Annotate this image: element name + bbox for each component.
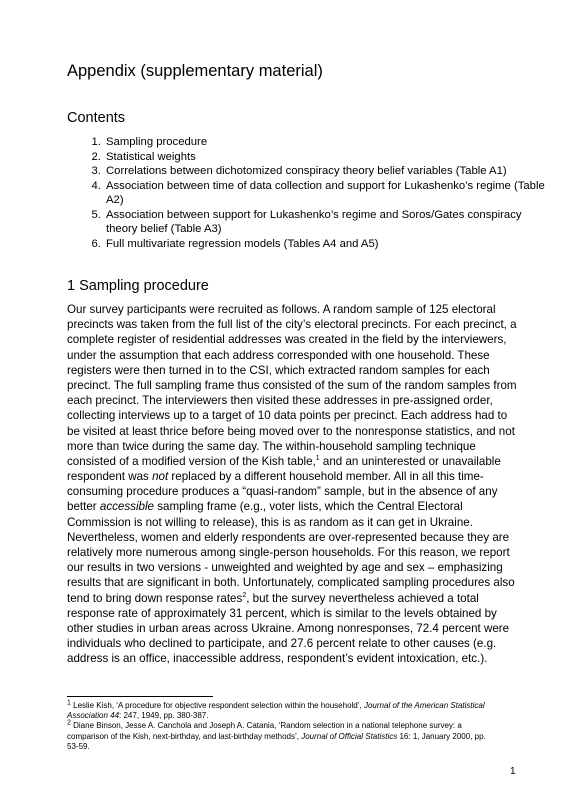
paragraph-line: address is an office, inaccessible address, respondent’s evident intoxication, etc.). xyxy=(67,652,488,666)
footnote-1: $^1$ Leslie Kish, ‘A procedure for objective respondent selection within the household’, Journal of the American Statistical xyxy=(67,699,485,710)
contents-heading: Contents xyxy=(67,110,126,126)
paragraph-line: better accessible sampling frame (e.g., voter lists, which the Central Electoral xyxy=(67,500,463,514)
paragraph-line: response rate of approximately 31 percent, which is similar to the levels obtained by xyxy=(67,606,497,620)
paragraph-line: our results in two versions - unweighted and weighted by age and sex – emphasizing xyxy=(67,561,503,575)
paragraph-line: consisted of a modified version of the Kish table,$^1$ and an uninterested or unavailable xyxy=(67,454,501,468)
paragraph-line: precinct. The full sampling frame thus consisted of the sum of the random samples from xyxy=(67,378,517,392)
footnote-ref-2[interactable]: 2 xyxy=(242,591,247,599)
footnote-ref-1[interactable]: 1 xyxy=(315,455,320,463)
paragraph-line: collecting interviews up to a target of 10 data points per precinct. Each address had to xyxy=(67,409,508,423)
emphasis-accessible: accessible xyxy=(99,500,155,514)
page-title: Appendix (supplementary material) xyxy=(67,62,323,80)
contents-item: 5. Association between support for Lukashenko’s regime and Soros/Gates conspiracy theory belief (Table A3) xyxy=(104,208,554,237)
paragraph-line: registers were then turned in to the CSI, which extracted random samples for each xyxy=(67,363,490,377)
section-heading: 1 Sampling procedure xyxy=(67,278,209,294)
contents-item: 4. Association between time of data collection and support for Lukashenko’s regime (Table A2) xyxy=(104,179,554,208)
footnote-2-end: 53-59. xyxy=(67,741,90,751)
footnote-divider xyxy=(67,696,213,697)
paragraph-line: Nevertheless, women and elderly respondents are over-represented because they are xyxy=(67,530,510,544)
paragraph-line: Commission is not willing to release), this is as random as it can get in Ukraine. xyxy=(67,515,473,529)
contents-list xyxy=(76,135,554,251)
paragraph-line: consuming procedure produces a “quasi-random” sample, but in the absence of any xyxy=(67,485,498,499)
section-paragraph xyxy=(67,302,527,667)
paragraph-line: results that are significant in both. Unfortunately, complicated sampling procedures also xyxy=(67,576,515,590)
paragraph-line: tend to bring down response rates$^2$, but the survey nevertheless achieved a total xyxy=(67,591,479,605)
contents-item: 3. Correlations between dichotomized conspiracy theory belief variables (Table A1) xyxy=(104,164,554,179)
paragraph-line: precincts was taken from the full list of the city’s electoral precincts. For each precinct, a xyxy=(67,318,517,332)
footnotes xyxy=(67,701,529,752)
footnote-1-cont: Association 44: 247, 1949, pp. 380-387. xyxy=(67,711,209,721)
paragraph-line: relatively more numerous among single-person households. For this reason, we report xyxy=(67,546,510,559)
contents-item: 6. Full multivariate regression models (Tables A4 and A5) xyxy=(104,237,554,252)
paragraph-line: each precinct. The interviewers then visited these addresses in pre-assigned order, xyxy=(67,394,493,408)
footnote-2: $^2$ Diane Binson, Jesse A. Canchola and Joseph A. Catania, ‘Random selection in a national telephone survey: a xyxy=(67,719,462,731)
page-number: 1 xyxy=(510,766,516,777)
paragraph-line: complete register of residential addresses was created in the field by the interviewers, xyxy=(67,333,507,347)
contents-item: 1. Sampling procedure xyxy=(104,135,554,150)
paragraph-line: other studies in urban areas across Ukraine. Among nonresponses, 72.4 percent were xyxy=(67,621,510,635)
paragraph-line: individuals who declined to participate, and 27.6 percent relate to other causes (e.g. xyxy=(67,637,497,651)
paragraph-line: under the assumption that each address corresponded with one household. These xyxy=(67,348,490,362)
paragraph-line: be visited at least thrice before being moved over to the nonresponse statistics, and not xyxy=(67,424,515,438)
emphasis-not: not xyxy=(152,470,169,484)
paragraph-line: Our survey participants were recruited as follows. A random sample of 125 electoral xyxy=(67,303,496,316)
paragraph-line: more than twice during the same day. The within-household sampling technique xyxy=(67,439,476,453)
paragraph-line: respondent was not replaced by a different household member. All in all this time- xyxy=(67,470,484,484)
contents-item: 2. Statistical weights xyxy=(104,150,554,165)
footnote-2-cont: comparison of the Kish, next-birthday, and last-birthday methods’, Journal of Official Statistics 16: 1, January 2000, pp. xyxy=(67,731,486,741)
